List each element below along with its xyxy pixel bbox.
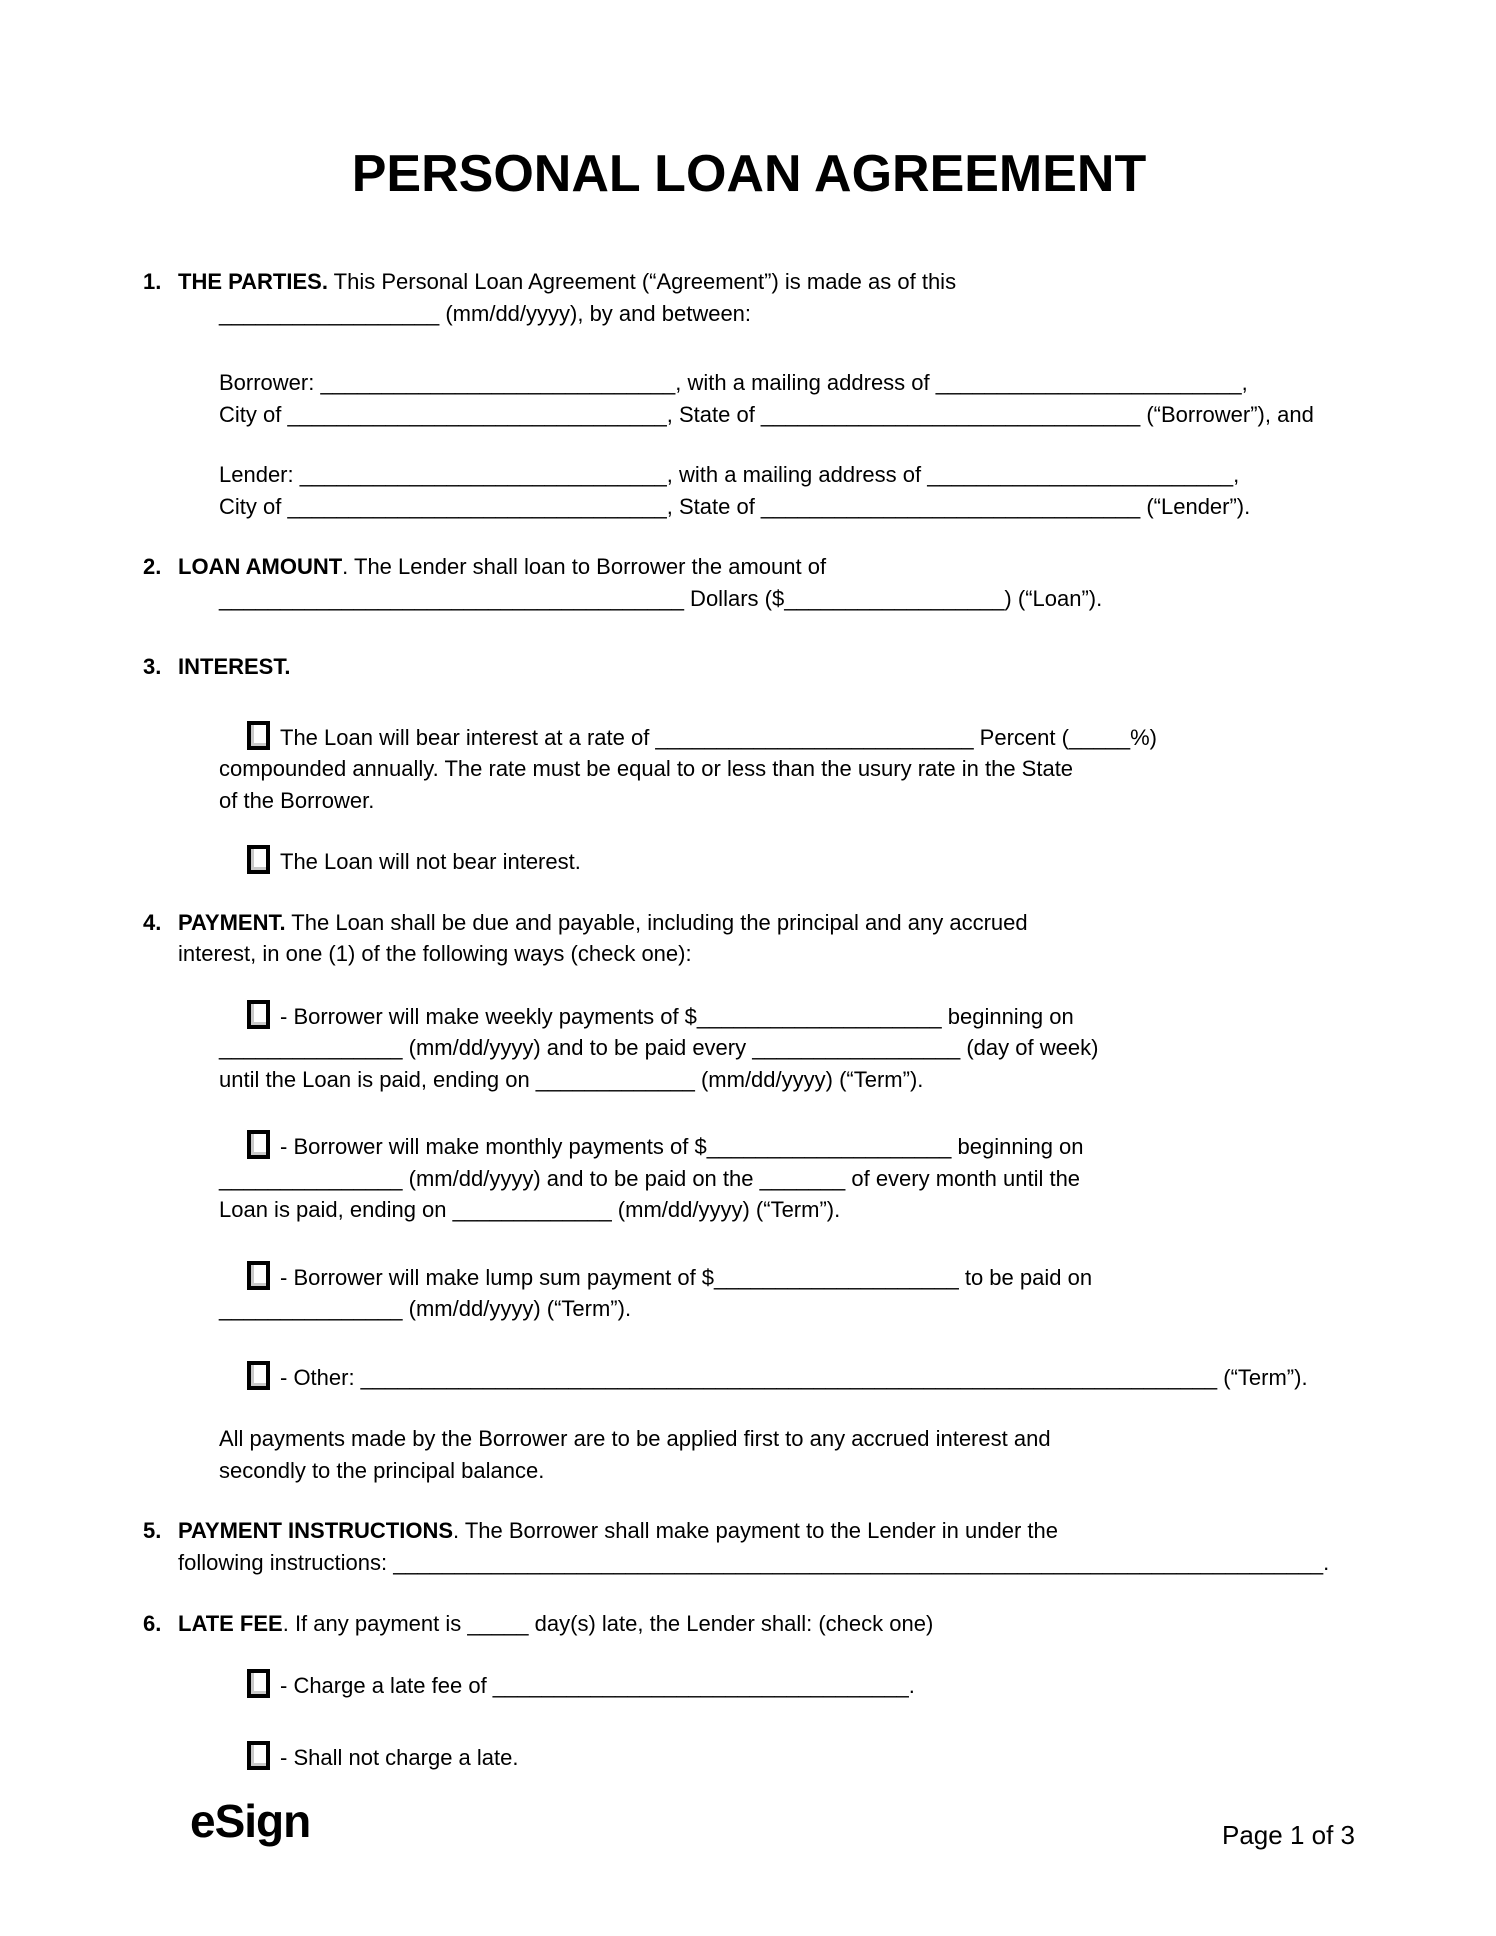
borrower-city-state-line: City of _______________________________, State of _______________________________ (“Borrower”), and [219,401,1314,427]
monthly-payment-text: Loan is paid, ending on _____________ (mm/dd/yyyy) (“Term”). [219,1197,841,1222]
section-parties [143,266,1355,329]
charge-late-fee-text: - Charge a late fee of __________________________________. [280,1672,915,1698]
monthly-payment-text: _______________ (mm/dd/yyyy) and to be paid on the _______ of every month until the [219,1165,1081,1191]
monthly-payment-checkbox[interactable] [247,1130,270,1159]
borrower-line: Borrower: _____________________________, with a mailing address of _________________________, [219,370,1248,395]
section-heading: THE PARTIES. [178,269,328,294]
section-payment-instructions [143,1515,1355,1578]
lump-sum-option [219,1261,1355,1325]
document-title: PERSONAL LOAN AGREEMENT [351,145,1147,203]
section-late-fee [143,1608,1355,1640]
agreement-date-line: __________________ (mm/dd/yyyy), by and between: [219,300,752,326]
weekly-payment-text: until the Loan is paid, ending on _____________ (mm/dd/yyyy) (“Term”). [219,1066,924,1092]
section-heading: LATE FEE [178,1611,283,1636]
weekly-payment-option [219,1000,1355,1096]
monthly-payment-text: - Borrower will make monthly payments of $____________________ beginning on [280,1134,1084,1159]
other-payment-checkbox[interactable] [247,1361,270,1390]
section-heading-line [178,551,1355,583]
no-interest-text: The Loan will not bear interest. [280,849,581,874]
weekly-payment-text: _______________ (mm/dd/yyyy) and to be paid every _________________ (day of week) [219,1035,1099,1060]
no-late-fee-option [219,1741,1355,1774]
section-text: . The Lender shall loan to Borrower the amount of [342,554,827,579]
section-number: 1. [143,269,162,294]
payment-instructions-blank-line: following instructions: ____________________________________________________________________________. [178,1549,1330,1575]
section-text: . If any payment is _____ day(s) late, the Lender shall: (check one) [282,1611,934,1636]
no-interest-checkbox[interactable] [247,845,270,874]
weekly-payment-checkbox[interactable] [247,1000,270,1029]
other-payment-line [219,1361,1355,1394]
section-text: . The Borrower shall make payment to the Lender in under the [453,1518,1058,1543]
lender-paragraph [219,459,1355,522]
interest-bearing-text: The Loan will bear interest at a rate of __________________________ Percent (_____%) [280,724,1157,750]
borrower-paragraph [219,367,1355,430]
other-payment-option [219,1361,1355,1394]
lender-line: Lender: ______________________________, with a mailing address of _________________________, [219,462,1240,487]
no-interest-option [219,845,1355,878]
section-heading-line [178,651,1355,683]
charge-late-fee-option [219,1669,1355,1702]
lump-sum-text: _______________ (mm/dd/yyyy) (“Term”). [219,1296,632,1321]
page-number-label: Page 1 of 3 [1222,1820,1355,1850]
section-text: The Loan shall be due and payable, including the principal and any accrued [285,909,1028,935]
esign-logo: eSign [190,1795,311,1847]
section-heading: LOAN AMOUNT [178,554,343,579]
section-heading: INTEREST. [178,654,291,679]
no-late-fee-text: - Shall not charge a late. [280,1745,519,1770]
section-heading-line [178,266,1355,298]
payments-applied-paragraph [219,1423,1355,1486]
no-late-fee-checkbox[interactable] [247,1741,270,1770]
interest-bearing-text: compounded annually. The rate must be equal to or less than the usury rate in the State [219,756,1074,781]
weekly-payment-text: - Borrower will make weekly payments of $____________________ beginning on [280,1003,1074,1029]
section-number: 5. [143,1518,162,1543]
section-heading-line [178,1608,1355,1640]
no-late-fee-line [219,1741,1355,1774]
interest-bearing-option [219,721,1355,817]
section-heading-line [178,907,1355,939]
interest-bearing-text: of the Borrower. [219,787,375,813]
section-number: 3. [143,654,162,679]
other-payment-text: - Other: ______________________________________________________________________ (“Term”). [280,1364,1308,1390]
section-text: This Personal Loan Agreement (“Agreement”) is made as of this [327,269,957,294]
payments-applied-text: secondly to the principal balance. [219,1457,545,1483]
section-heading: PAYMENT INSTRUCTIONS [178,1518,454,1543]
lump-sum-checkbox[interactable] [247,1261,270,1290]
charge-late-fee-checkbox[interactable] [247,1669,270,1698]
section-number: 6. [143,1611,162,1636]
section-heading-line [178,1515,1355,1547]
interest-bearing-checkbox[interactable] [247,721,270,750]
payments-applied-text: All payments made by the Borrower are to be applied first to any accrued interest and [219,1426,1051,1451]
lender-city-state-line: City of _______________________________, State of _______________________________ (“Lender”). [219,493,1251,519]
lump-sum-line [219,1261,1355,1294]
loan-amount-line: ______________________________________ Dollars ($__________________) (“Loan”). [219,585,1103,611]
section-interest [143,651,1355,683]
monthly-payment-line [219,1130,1355,1163]
monthly-payment-option [219,1130,1355,1226]
charge-late-fee-line [219,1669,1355,1702]
lump-sum-text: - Borrower will make lump sum payment of $____________________ to be paid on [280,1264,1093,1290]
no-interest-option-line [219,845,1355,878]
section-number: 4. [143,909,162,935]
section-text-line: interest, in one (1) of the following ways (check one): [178,941,692,966]
interest-bearing-option-line [219,721,1355,754]
section-heading: PAYMENT. [178,909,286,935]
section-payment [143,907,1355,970]
section-number: 2. [143,554,162,579]
weekly-payment-line [219,1000,1355,1033]
section-loan-amount [143,551,1355,614]
